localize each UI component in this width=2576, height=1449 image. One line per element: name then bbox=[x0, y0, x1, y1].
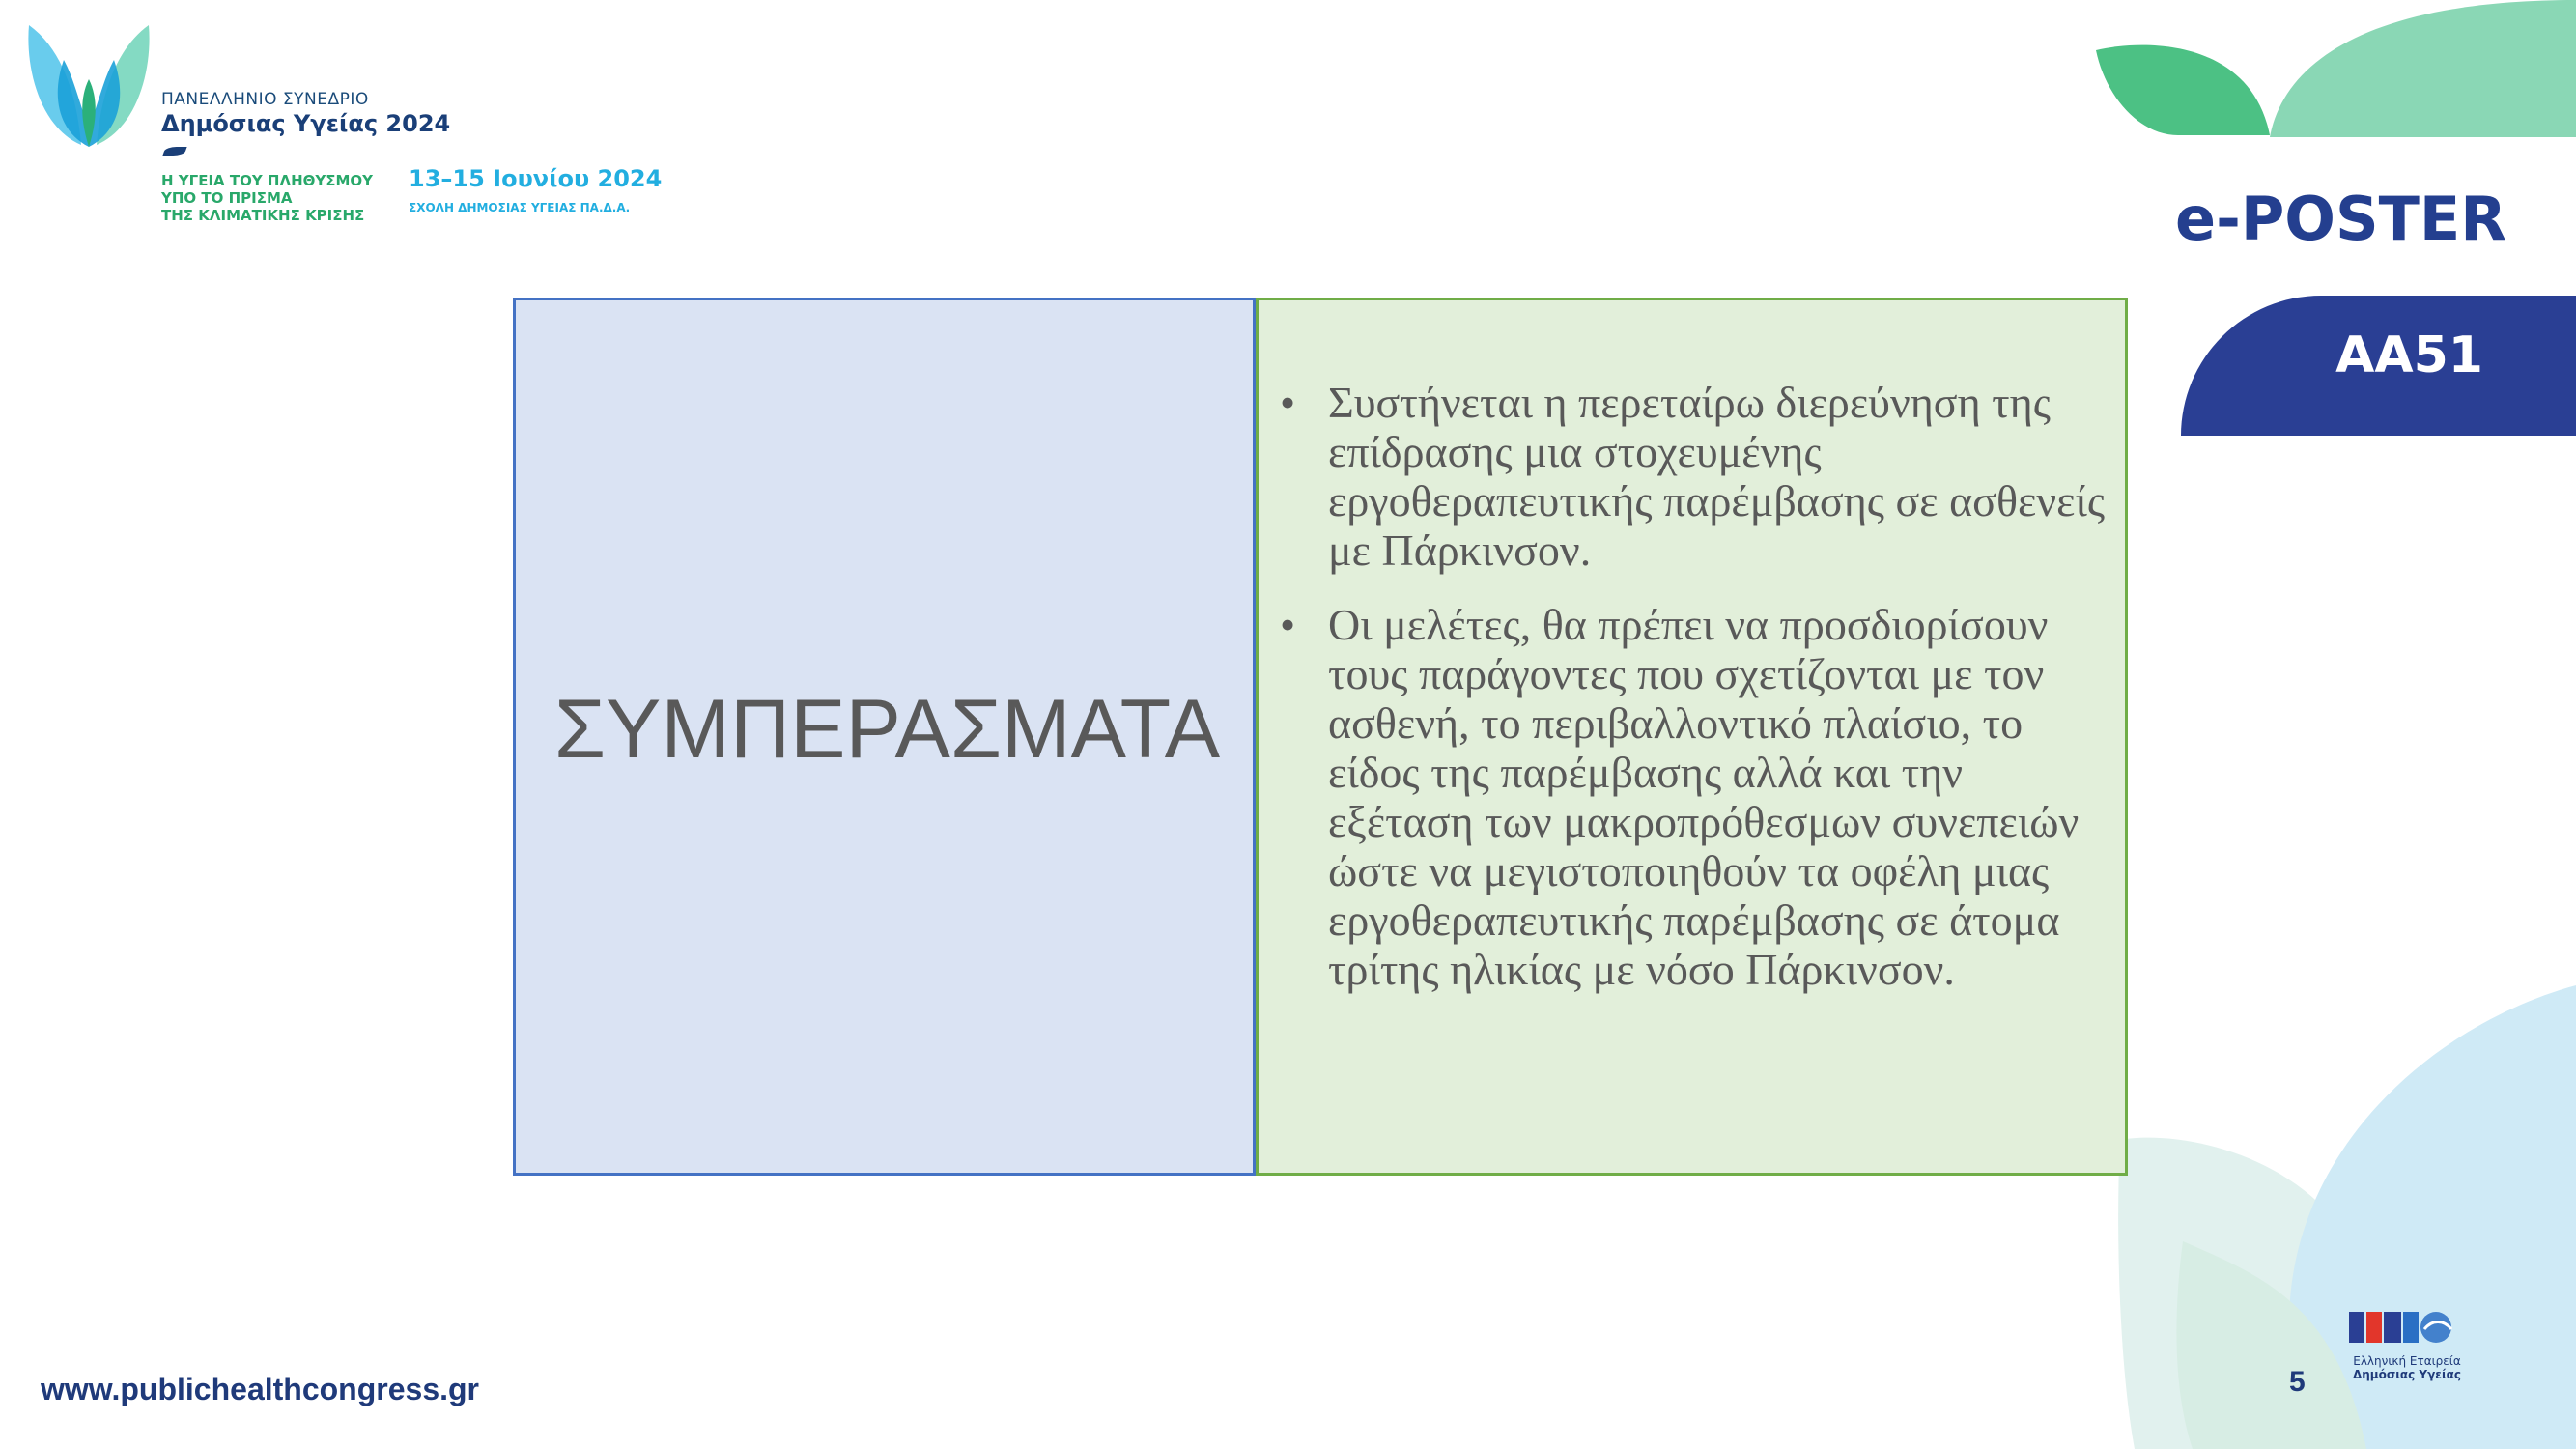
conclusion-item-1 bbox=[1280, 378, 2110, 575]
conclusions-heading-panel bbox=[513, 298, 1256, 1176]
leaf-dash-icon bbox=[162, 147, 186, 156]
society-caption bbox=[2347, 1354, 2467, 1381]
congress-title: Δημόσιας Υγείας 2024 bbox=[161, 110, 451, 137]
bullet-icon: • bbox=[1280, 378, 1296, 427]
conclusions-list bbox=[1280, 378, 2110, 1019]
conclusion-text-2: Οι μελέτες, θα πρέπει να προσδιορίσουν τους παράγοντες που σχετίζονται με τον ασθενή, το περιβαλλοντικό πλαίσιο, το είδος της παρέμβασης αλλά και την εξέταση των μακροπρόθεσμων συνεπειών ώστε να μεγιστοποιηθούν τα οφέλη μιας εργοθεραπευτικής παρέμβασης σε άτομα τρίτης ηλικίας με νόσο Πάρκινσον. bbox=[1328, 600, 2080, 994]
conclusions-heading: ΣΥΜΠΕΡΑΣΜΑΤΑ bbox=[553, 683, 1221, 776]
poster-code: ΑΑ51 bbox=[2335, 327, 2483, 384]
host-school: ΣΧΟΛΗ ΔΗΜΟΣΙΑΣ ΥΓΕΙΑΣ ΠΑ.Δ.Α. bbox=[409, 201, 631, 214]
congress-website-link[interactable]: www.publichealthcongress.gr bbox=[41, 1372, 479, 1406]
conclusion-text-1: Συστήνεται η περεταίρω διερεύνηση της επίδρασης μια στοχευμένης εργοθεραπευτικής παρέμβασης σε ασθενείς με Πάρκινσον. bbox=[1328, 378, 2106, 575]
theme-line-3: ΤΗΣ ΚΛΙΜΑΤΙΚΗΣ ΚΡΙΣΗΣ bbox=[161, 207, 365, 224]
society-caption-line-2: Δημόσιας Υγείας bbox=[2352, 1368, 2462, 1381]
greek-public-health-society-logo bbox=[2347, 1308, 2467, 1347]
bottom-right-leaf-decoration bbox=[2115, 985, 2576, 1449]
conference-leaf-logo bbox=[21, 21, 156, 152]
conclusions-text-panel bbox=[1256, 298, 2128, 1176]
eposter-label: e-POSTER bbox=[2175, 184, 2506, 254]
congress-dates: 13–15 Ιουνίου 2024 bbox=[409, 165, 663, 192]
theme-line-2: ΥΠΟ ΤΟ ΠΡΙΣΜΑ bbox=[161, 189, 293, 207]
conclusion-item-2 bbox=[1280, 600, 2110, 994]
congress-subtitle: ΠΑΝΕΛΛΗΝΙΟ ΣΥΝΕΔΡΙΟ bbox=[161, 90, 369, 109]
bullet-icon: • bbox=[1280, 600, 1296, 649]
page-number: 5 bbox=[2289, 1366, 2306, 1398]
society-caption-line-1: Ελληνική Εταιρεία bbox=[2353, 1354, 2461, 1368]
top-right-leaf-decoration bbox=[2086, 0, 2576, 145]
theme-line-1: Η ΥΓΕΙΑ ΤΟΥ ΠΛΗΘΥΣΜΟΥ bbox=[161, 172, 374, 189]
